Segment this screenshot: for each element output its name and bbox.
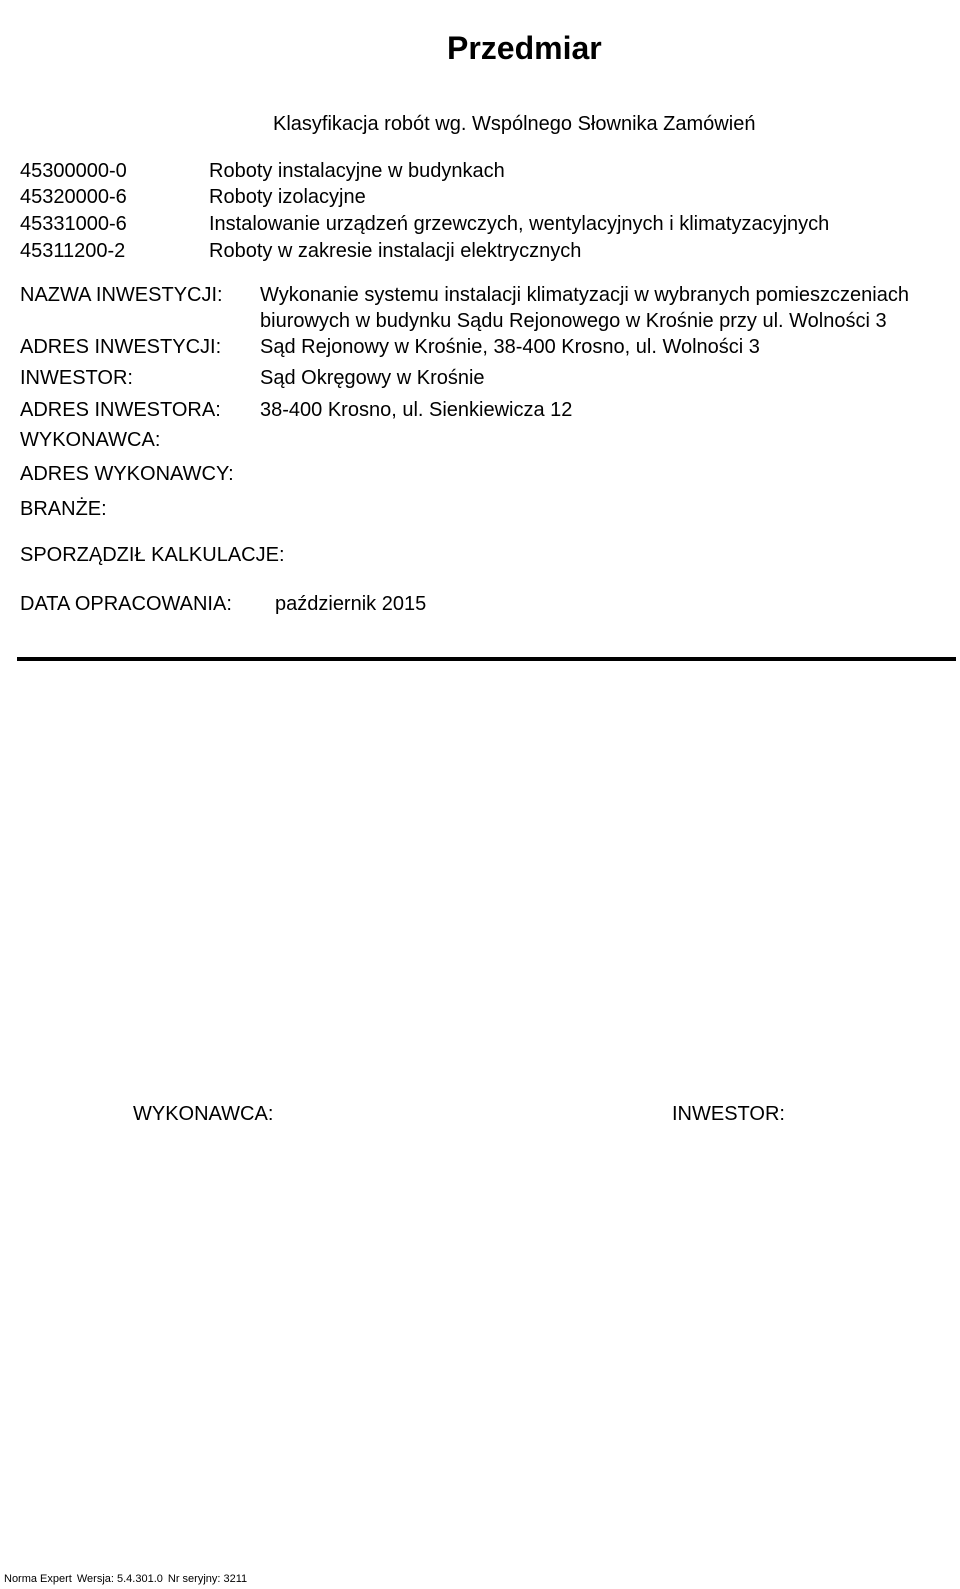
footer-product: Norma Expert	[4, 1573, 72, 1585]
date-value: październik 2015	[275, 593, 427, 615]
investment-name-label: NAZWA INWESTYCJI:	[20, 284, 223, 306]
date-label: DATA OPRACOWANIA:	[20, 593, 232, 615]
trades-label: BRANŻE:	[20, 498, 107, 520]
cpv-description: Roboty izolacyjne	[209, 186, 366, 208]
investor-value: Sąd Okręgowy w Krośnie	[260, 367, 485, 389]
investor-address-value: 38-400 Krosno, ul. Sienkiewicza 12	[260, 399, 573, 421]
footer-serial: Nr seryjny: 3211	[167, 1573, 248, 1585]
cpv-description: Roboty w zakresie instalacji elektrycznych	[209, 240, 582, 262]
contractor-address-label: ADRES WYKONAWCY:	[20, 463, 234, 485]
cpv-code: 45320000-6	[20, 186, 127, 208]
horizontal-divider	[17, 657, 956, 661]
investor-address-label: ADRES INWESTORA:	[20, 399, 221, 421]
investment-name-value-line1: Wykonanie systemu instalacji klimatyzacji w wybranych pomieszczeniach	[260, 284, 909, 306]
cpv-code: 45300000-0	[20, 160, 127, 182]
classification-heading: Klasyfikacja robót wg. Wspólnego Słownika Zamówień	[273, 113, 756, 135]
cpv-code: 45311200-2	[20, 240, 126, 262]
cpv-code: 45331000-6	[20, 213, 127, 235]
prepared-by-label: SPORZĄDZIŁ KALKULACJE:	[20, 544, 285, 566]
footer-version: Wersja: 5.4.301.0	[76, 1573, 163, 1585]
footer	[4, 1573, 252, 1585]
investment-address-label: ADRES INWESTYCJI:	[20, 336, 222, 358]
page-title: Przedmiar	[447, 30, 602, 66]
cpv-description: Roboty instalacyjne w budynkach	[209, 160, 505, 182]
signature-investor-label: INWESTOR:	[672, 1103, 785, 1125]
investment-name-value-line2: biurowych w budynku Sądu Rejonowego w Krośnie przy ul. Wolności 3	[260, 310, 887, 332]
contractor-label: WYKONAWCA:	[20, 429, 161, 451]
signature-contractor-label: WYKONAWCA:	[133, 1103, 274, 1125]
investor-label: INWESTOR:	[20, 367, 133, 389]
investment-address-value: Sąd Rejonowy w Krośnie, 38-400 Krosno, ul. Wolności 3	[260, 336, 760, 358]
cpv-description: Instalowanie urządzeń grzewczych, wentylacyjnych i klimatyzacyjnych	[209, 213, 830, 235]
